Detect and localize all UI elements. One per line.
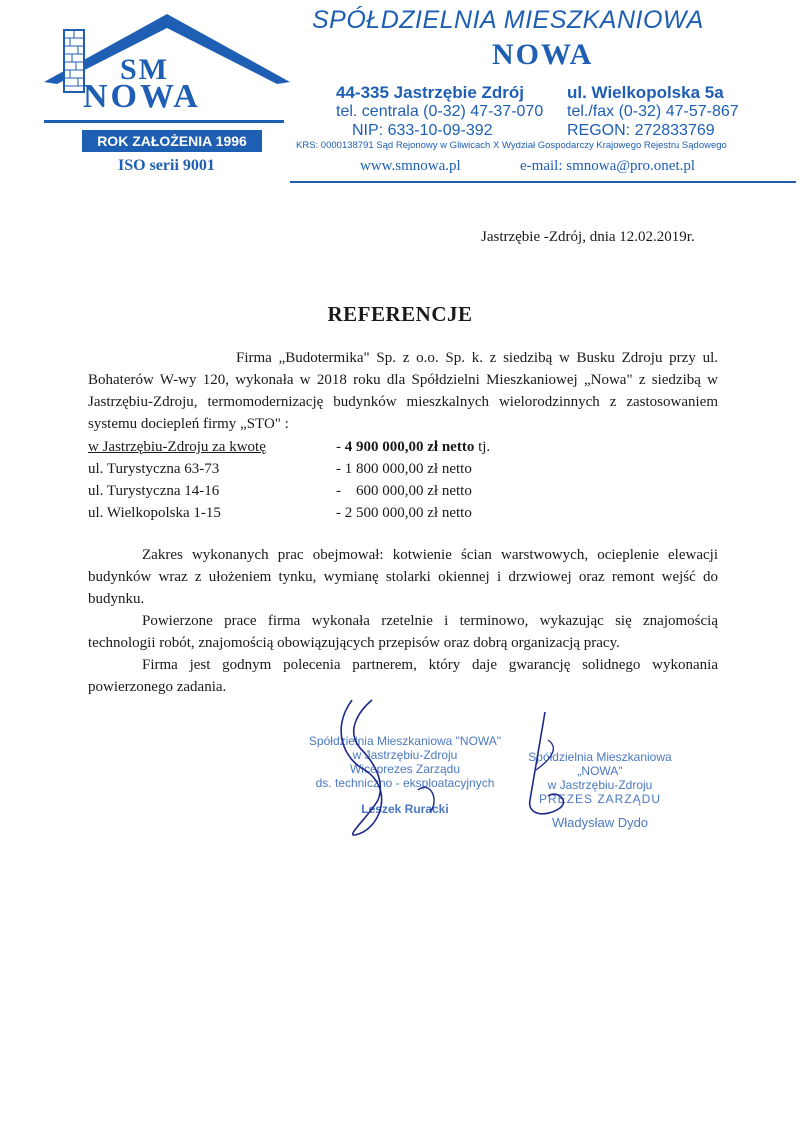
logo-sm-text: SM <box>120 53 169 86</box>
scope-paragraph: Zakres wykonanych prac obejmował: kotwienie ścian warstwowych, ocieplenie elewacji budynków wraz z ułożeniem tynku, wymianę stolarki okiennej i drzwiowej oraz remont wejść do budynku. <box>88 547 718 607</box>
item-label: ul. Turystyczna 63-73 <box>88 461 220 477</box>
list-item <box>0 458 800 480</box>
item-amount: - 600 000,00 zł netto <box>336 483 472 499</box>
postal-address: 44-335 Jastrzębie Zdrój <box>336 83 525 102</box>
document-title: REFERENCJE <box>327 302 473 326</box>
intro-paragraph: Firma „Budotermika" Sp. z o.o. Sp. k. z siedzibą w Busku Zdroju przy ul. Bohaterów W-wy 120, wykonała w 2018 roku dla Spółdzielni Mieszkaniowej „Nowa" z siedzibą w Jastrzębiu-Zdroju, termomodernizację budynków mieszkalnych wielorodzinnych z zastosowaniem systemu dociepleń firmy „STO" : <box>88 350 718 432</box>
item-amount: - 2 500 000,00 zł netto <box>336 505 472 521</box>
header-divider <box>290 181 796 183</box>
item-label: ul. Turystyczna 14-16 <box>88 483 220 499</box>
right-stamp: Spółdzielnia Mieszkaniowa „NOWA" w Jastrzębiu-Zdroju PREZES ZARZĄDU Władysław Dydo <box>505 750 695 830</box>
nip-number: NIP: 633-10-09-392 <box>352 122 493 139</box>
quality-paragraph: Powierzone prace firma wykonała rzetelnie i terminowo, wykazując się znajomością technologii robót, znajomością obowiązujących przepisów oraz dobrą organizacją pracy. <box>88 613 718 651</box>
iso-label: ISO serii 9001 <box>118 157 215 174</box>
logo-nowa-text: NOWA <box>83 78 201 115</box>
regon-number: REGON: 272833769 <box>567 122 715 139</box>
right-signatory-name: Władysław Dydo <box>551 815 649 830</box>
left-signatory-name: Leszek Ruracki <box>361 802 449 816</box>
org-subname: NOWA <box>492 38 594 71</box>
left-stamp: Spółdzielnia Mieszkaniowa "NOWA" w Jastrzębiu-Zdroju Wiceprezes Zarządu ds. techniczno - eksploatacyjnych Leszek Ruracki <box>300 734 510 816</box>
total-amount: 4 900 000,00 zł netto <box>344 439 475 455</box>
total-row <box>0 436 800 458</box>
date-line: Jastrzębie -Zdrój, dnia 12.02.2019r. <box>481 229 695 245</box>
recommendation-paragraph: Firma jest godnym polecenia partnerem, który daje gwarancję solidnego wykonania powierzonego zadania. <box>88 657 718 695</box>
item-label: ul. Wielkopolska 1-15 <box>88 505 221 521</box>
founded-badge: ROK ZAŁOŻENIA 1996 <box>82 130 262 152</box>
list-item <box>0 502 800 524</box>
street-address: ul. Wielkopolska 5a <box>567 83 724 102</box>
total-label: w Jastrzębiu-Zdroju za kwotę <box>88 439 266 455</box>
website-link[interactable]: www.smnowa.pl <box>360 158 461 174</box>
fax-number: tel./fax (0-32) 47-57-867 <box>567 103 739 120</box>
org-name: SPÓŁDZIELNIA MIESZKANIOWA <box>312 6 704 34</box>
email-link[interactable]: e-mail: smnowa@pro.onet.pl <box>520 158 696 174</box>
total-amount-line: - 4 900 000,00 zł netto tj. <box>336 439 491 455</box>
krs-line: KRS: 0000138791 Sąd Rejonowy w Gliwicach X Wydział Gospodarczy Krajowego Rejestru Sądowego <box>296 140 727 151</box>
phone-number: tel. centrala (0-32) 47-37-070 <box>336 103 544 120</box>
list-item <box>0 480 800 502</box>
item-amount: - 1 800 000,00 zł netto <box>336 461 472 477</box>
